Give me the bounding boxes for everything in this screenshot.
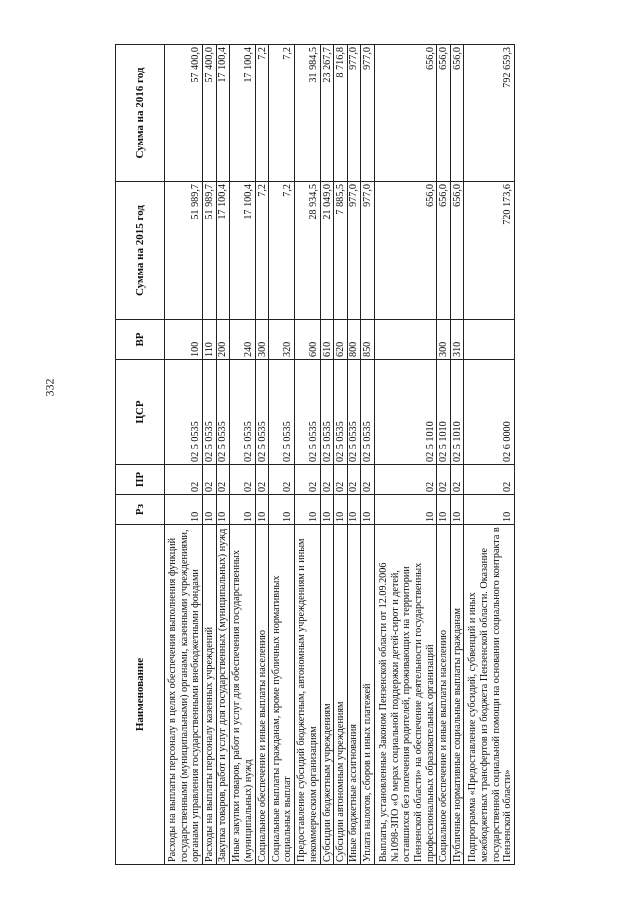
row-sum-2016: 7,2 <box>255 45 268 182</box>
row-sum-2016: 977,0 <box>347 45 360 182</box>
row-sum-2016: 8 716,8 <box>334 45 347 182</box>
row-sum-2015: 977,0 <box>347 182 360 320</box>
row-pr: 02 <box>450 465 463 495</box>
row-sum-2016: 977,0 <box>361 45 374 182</box>
row-sum-2016: 656,0 <box>437 45 450 182</box>
row-sum-2016: 656,0 <box>450 45 463 182</box>
table-row <box>374 45 437 865</box>
row-sum-2016: 57 400,0 <box>165 45 203 182</box>
row-sum-2015: 977,0 <box>361 182 374 320</box>
row-pr: 02 <box>320 465 333 495</box>
row-vr: 110 <box>203 320 216 360</box>
row-rz: 10 <box>216 495 229 525</box>
row-sum-2015: 17 100,4 <box>216 182 229 320</box>
header-rz: Рз <box>116 495 165 525</box>
row-name: Закупка товаров, работ и услуг для государственных (муниципальных) нужд <box>216 525 229 865</box>
row-name: Иные закупки товаров, работ и услуг для обеспечения государственных (муниципальных) нужд <box>230 525 256 865</box>
row-vr: 200 <box>216 320 229 360</box>
row-name: Социальное обеспечение и иные выплаты населению <box>255 525 268 865</box>
row-rz: 10 <box>165 495 203 525</box>
row-sum-2016: 23 267,7 <box>320 45 333 182</box>
row-sum-2016: 17 100,4 <box>230 45 256 182</box>
row-csr: 02 5 0535 <box>216 360 229 465</box>
row-vr <box>464 320 515 360</box>
row-pr: 02 <box>255 465 268 495</box>
table-row <box>450 45 463 865</box>
row-rz: 10 <box>269 495 295 525</box>
row-rz: 10 <box>295 495 321 525</box>
row-pr: 02 <box>437 465 450 495</box>
row-sum-2015: 656,0 <box>450 182 463 320</box>
row-vr: 240 <box>230 320 256 360</box>
row-csr: 02 6 0000 <box>464 360 515 465</box>
row-pr: 02 <box>295 465 321 495</box>
row-sum-2015: 7,2 <box>255 182 268 320</box>
row-vr: 600 <box>295 320 321 360</box>
row-name: Субсидии бюджетным учреждениям <box>320 525 333 865</box>
table-row <box>464 45 515 865</box>
page-number: 332 <box>42 378 57 397</box>
row-vr: 620 <box>334 320 347 360</box>
table-row <box>295 45 321 865</box>
row-sum-2015: 21 049,0 <box>320 182 333 320</box>
row-sum-2016: 7,2 <box>269 45 295 182</box>
row-name: Выплаты, установленные Законом Пензенской области от 12.09.2006 №1098-ЗПО «О мерах социальной поддержки детей-сирот и детей, оставшихся без попечения родителей, проживающих на территории Пензенской области» на обеспечение деятельности государственных профессиональных образовательных организаций <box>374 525 437 865</box>
row-name: Социальное обеспечение и иные выплаты населению <box>437 525 450 865</box>
row-sum-2015: 656,0 <box>437 182 450 320</box>
row-sum-2016: 656,0 <box>374 45 437 182</box>
row-csr: 02 5 0535 <box>361 360 374 465</box>
row-name: Публичные нормативные социальные выплаты гражданам <box>450 525 463 865</box>
row-sum-2015: 656,0 <box>374 182 437 320</box>
row-name: Субсидии автономным учреждениям <box>334 525 347 865</box>
table-row <box>361 45 374 865</box>
row-sum-2016: 31 984,5 <box>295 45 321 182</box>
row-rz: 10 <box>203 495 216 525</box>
row-csr: 02 5 0535 <box>203 360 216 465</box>
row-rz: 10 <box>374 495 437 525</box>
header-vr: ВР <box>116 320 165 360</box>
row-name: Социальные выплаты гражданам, кроме публичных нормативных социальных выплат <box>269 525 295 865</box>
row-sum-2015: 51 989,7 <box>165 182 203 320</box>
row-csr: 02 5 0535 <box>295 360 321 465</box>
row-csr: 02 5 1010 <box>450 360 463 465</box>
row-rz: 10 <box>255 495 268 525</box>
row-rz: 10 <box>320 495 333 525</box>
header-name: Наименование <box>116 525 165 865</box>
row-csr: 02 5 0535 <box>165 360 203 465</box>
row-vr: 800 <box>347 320 360 360</box>
table-row <box>347 45 360 865</box>
row-csr: 02 5 0535 <box>230 360 256 465</box>
row-vr: 310 <box>450 320 463 360</box>
table-row <box>203 45 216 865</box>
table-row <box>334 45 347 865</box>
row-csr: 02 5 1010 <box>437 360 450 465</box>
row-csr: 02 5 0535 <box>347 360 360 465</box>
table-header-row <box>116 45 165 865</box>
row-pr: 02 <box>230 465 256 495</box>
row-sum-2015: 28 934,5 <box>295 182 321 320</box>
row-pr: 02 <box>269 465 295 495</box>
row-pr: 02 <box>361 465 374 495</box>
row-vr: 300 <box>255 320 268 360</box>
header-sum-2015: Сумма на 2015 год <box>116 182 165 320</box>
table-row <box>320 45 333 865</box>
row-vr: 610 <box>320 320 333 360</box>
row-pr: 02 <box>347 465 360 495</box>
row-sum-2015: 7 885,5 <box>334 182 347 320</box>
row-rz: 10 <box>450 495 463 525</box>
row-pr: 02 <box>464 465 515 495</box>
row-vr: 320 <box>269 320 295 360</box>
row-vr: 100 <box>165 320 203 360</box>
row-name: Подпрограмма «Предоставление субсидий, субвенций и иных межбюджетных трансфертов из бюджета Пензенской области. Оказание государственной социальной помощи на основании социального контракта в Пензенской области» <box>464 525 515 865</box>
row-pr: 02 <box>216 465 229 495</box>
row-rz: 10 <box>361 495 374 525</box>
row-sum-2015: 17 100,4 <box>230 182 256 320</box>
header-csr: ЦСР <box>116 360 165 465</box>
row-pr: 02 <box>374 465 437 495</box>
row-csr: 02 5 0535 <box>334 360 347 465</box>
row-rz: 10 <box>230 495 256 525</box>
row-pr: 02 <box>165 465 203 495</box>
row-rz: 10 <box>437 495 450 525</box>
table-row <box>230 45 256 865</box>
header-pr: ПР <box>116 465 165 495</box>
row-rz: 10 <box>334 495 347 525</box>
row-sum-2015: 7,2 <box>269 182 295 320</box>
table-row <box>165 45 203 865</box>
row-rz: 10 <box>347 495 360 525</box>
row-name: Уплата налогов, сборов и иных платежей <box>361 525 374 865</box>
row-sum-2016: 17 100,4 <box>216 45 229 182</box>
row-csr: 02 5 0535 <box>320 360 333 465</box>
row-name: Расходы на выплаты персоналу в целях обеспечения выполнения функций государственными (муниципальными) органами, казенными учреждениями, органами управления государственными внебюджетными фондами <box>165 525 203 865</box>
row-vr: 850 <box>361 320 374 360</box>
row-vr <box>374 320 437 360</box>
row-csr: 02 5 0535 <box>255 360 268 465</box>
row-vr: 300 <box>437 320 450 360</box>
budget-table <box>115 44 515 865</box>
table-row <box>269 45 295 865</box>
row-sum-2015: 51 989,7 <box>203 182 216 320</box>
row-pr: 02 <box>203 465 216 495</box>
row-name: Иные бюджетные ассигнования <box>347 525 360 865</box>
table-row <box>255 45 268 865</box>
table-row <box>437 45 450 865</box>
row-pr: 02 <box>334 465 347 495</box>
row-sum-2016: 792 659,3 <box>464 45 515 182</box>
row-sum-2016: 57 400,0 <box>203 45 216 182</box>
row-csr: 02 5 1010 <box>374 360 437 465</box>
rotated-table-container <box>115 45 515 865</box>
row-csr: 02 5 0535 <box>269 360 295 465</box>
table-row <box>216 45 229 865</box>
row-rz: 10 <box>464 495 515 525</box>
row-name: Предоставление субсидий бюджетным, автономным учреждениям и иным некоммерческим организациям <box>295 525 321 865</box>
row-name: Расходы на выплаты персоналу казенных учреждений <box>203 525 216 865</box>
row-sum-2015: 720 173,6 <box>464 182 515 320</box>
header-sum-2016: Сумма на 2016 год <box>116 45 165 182</box>
